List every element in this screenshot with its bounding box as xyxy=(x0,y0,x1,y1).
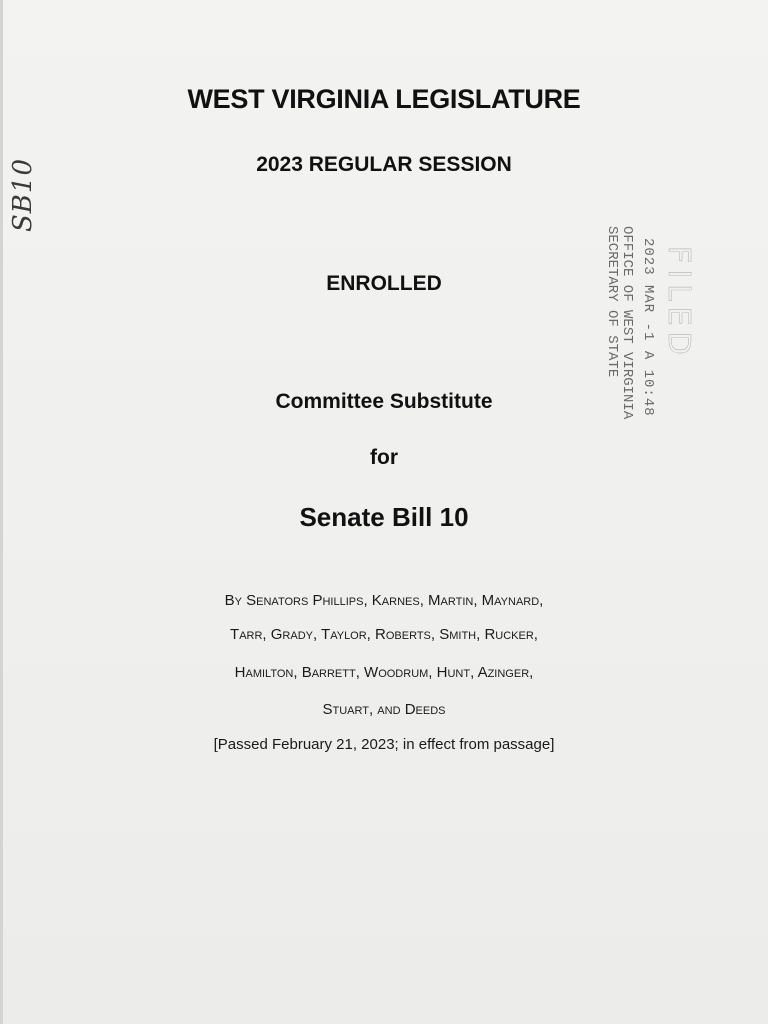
sponsor-line: By Senators Phillips, Karnes, Martin, Maynard, xyxy=(224,592,544,609)
session-title: 2023 REGULAR SESSION xyxy=(256,153,512,176)
legislature-title: WEST VIRGINIA LEGISLATURE xyxy=(187,84,581,114)
enrolled-label: ENROLLED xyxy=(326,272,442,295)
sponsor-line: Hamilton, Barrett, Woodrum, Hunt, Azinger, xyxy=(234,664,534,681)
sponsor-line: Tarr, Grady, Taylor, Roberts, Smith, Rucker, xyxy=(230,626,538,643)
passed-date: [Passed February 21, 2023; in effect from passage] xyxy=(213,736,555,753)
filed-stamp-office: OFFICE OF WEST VIRGINIA xyxy=(619,226,635,420)
handwritten-bill-number: SB10 xyxy=(8,157,38,232)
for-label: for xyxy=(370,446,398,469)
sponsor-line: Stuart, and Deeds xyxy=(322,701,446,718)
committee-substitute-label: Committee Substitute xyxy=(275,390,493,413)
bill-title: Senate Bill 10 xyxy=(299,502,469,532)
filed-stamp-date: 2023 MAR -1 A 10:48 xyxy=(640,238,656,417)
filed-stamp-office-secretary: SECRETARY OF STATE xyxy=(604,226,620,378)
filed-stamp xyxy=(604,226,696,419)
filed-stamp-label: FILED xyxy=(661,246,696,361)
